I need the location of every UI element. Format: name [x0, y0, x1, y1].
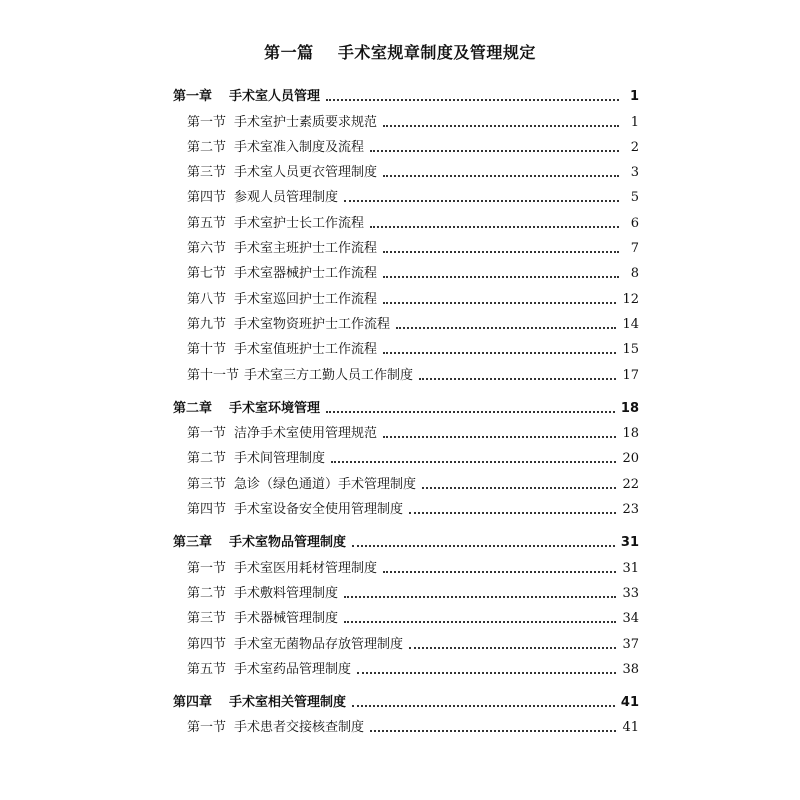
- section-number: 第四节: [187, 190, 227, 206]
- dot-leader: [326, 99, 619, 101]
- section-name: 手术间管理制度: [234, 451, 326, 467]
- toc-section-row[interactable]: [173, 308, 639, 333]
- chapter-4: [173, 686, 639, 737]
- dot-leader: [383, 125, 619, 127]
- dot-leader: [352, 545, 615, 547]
- toc-section-row[interactable]: [173, 333, 639, 358]
- dot-leader: [352, 705, 615, 707]
- section-name: 手术室医用耗材管理制度: [234, 560, 378, 576]
- dot-leader: [383, 436, 616, 438]
- dot-leader: [331, 461, 616, 463]
- part-title: 第一篇 手术室规章制度及管理规定: [264, 43, 536, 62]
- dot-leader: [383, 571, 616, 573]
- page-number: 22: [622, 476, 639, 492]
- page-number: 6: [630, 215, 639, 231]
- section-number: 第七节: [187, 266, 227, 282]
- page-number: 41: [622, 720, 639, 736]
- section-name: 手术室准入制度及流程: [234, 139, 365, 155]
- section-number: 第一节: [187, 560, 227, 576]
- chapter-number: 第二章: [173, 400, 213, 416]
- page-number: 18: [622, 426, 639, 442]
- chapter-2: [173, 392, 639, 518]
- chapter-name: 手术室人员管理: [229, 89, 321, 105]
- toc-section-row[interactable]: [173, 257, 639, 282]
- toc-section-row[interactable]: [173, 181, 639, 206]
- section-number: 第四节: [187, 502, 227, 518]
- section-number: 第五节: [187, 661, 227, 677]
- page-number: 3: [630, 165, 639, 181]
- page-number: 31: [620, 535, 639, 551]
- dot-leader: [370, 150, 619, 152]
- page-number: 33: [622, 585, 639, 601]
- toc-chapter-row[interactable]: [173, 686, 639, 711]
- section-number: 第三节: [187, 476, 227, 492]
- toc-section-row[interactable]: [173, 551, 639, 576]
- chapter-1: [173, 80, 639, 384]
- page-number: 5: [630, 190, 639, 206]
- page-number: 17: [622, 367, 639, 383]
- dot-leader: [383, 175, 619, 177]
- section-number: 第四节: [187, 636, 227, 652]
- toc-section-row[interactable]: [173, 417, 639, 442]
- toc-section-row[interactable]: [173, 442, 639, 467]
- chapter-number: 第四章: [173, 695, 213, 711]
- dot-leader: [422, 487, 616, 489]
- dot-leader: [370, 730, 616, 732]
- page-number: 8: [630, 266, 639, 282]
- dot-leader: [409, 647, 616, 649]
- dot-leader: [383, 352, 616, 354]
- section-name: 手术室巡回护士工作流程: [234, 291, 378, 307]
- page-number: 31: [622, 560, 639, 576]
- section-name: 手术室物资班护士工作流程: [234, 316, 391, 332]
- section-name: 手术室值班护士工作流程: [234, 342, 378, 358]
- toc-section-row[interactable]: [173, 602, 639, 627]
- section-number: 第二节: [187, 451, 227, 467]
- page-number: 34: [622, 611, 639, 627]
- dot-leader: [370, 226, 619, 228]
- section-name: 手术室药品管理制度: [234, 661, 352, 677]
- toc-chapter-row[interactable]: [173, 526, 639, 551]
- section-name: 手术患者交接核查制度: [234, 720, 365, 736]
- page-number: 1: [629, 89, 639, 105]
- page-number: 41: [620, 695, 639, 711]
- page-number: 15: [622, 342, 639, 358]
- section-number: 第一节: [187, 720, 227, 736]
- dot-leader: [383, 251, 619, 253]
- chapter-number: 第一章: [173, 89, 213, 105]
- toc-section-row[interactable]: [173, 627, 639, 652]
- section-number: 第十节: [187, 342, 227, 358]
- section-name: 参观人员管理制度: [234, 190, 339, 206]
- page-number: 23: [622, 502, 639, 518]
- page-number: 37: [622, 636, 639, 652]
- toc-section-row[interactable]: [173, 358, 639, 383]
- toc-section-row[interactable]: [173, 493, 639, 518]
- toc-section-row[interactable]: [173, 232, 639, 257]
- section-number: 第二节: [187, 585, 227, 601]
- dot-leader: [383, 302, 616, 304]
- toc-section-row[interactable]: [173, 131, 639, 156]
- section-name: 手术室护士长工作流程: [234, 215, 365, 231]
- section-name: 急诊（绿色通道）手术管理制度: [234, 476, 417, 492]
- dot-leader: [344, 200, 619, 202]
- dot-leader: [383, 276, 619, 278]
- chapter-name: 手术室物品管理制度: [229, 535, 347, 551]
- dot-leader: [396, 327, 616, 329]
- section-number: 第五节: [187, 215, 227, 231]
- toc-section-row[interactable]: [173, 711, 639, 736]
- toc-section-row[interactable]: [173, 206, 639, 231]
- section-name: 手术室器械护士工作流程: [234, 266, 378, 282]
- toc-section-row[interactable]: [173, 282, 639, 307]
- dot-leader: [326, 411, 615, 413]
- dot-leader: [419, 378, 616, 380]
- toc-chapter-row[interactable]: [173, 392, 639, 417]
- page-number: 7: [630, 241, 639, 257]
- dot-leader: [344, 596, 616, 598]
- section-name: 手术室护士素质要求规范: [234, 114, 378, 130]
- toc-section-row[interactable]: [173, 653, 639, 678]
- section-number: 第九节: [187, 316, 227, 332]
- page-number: 1: [630, 114, 639, 130]
- section-name: 手术敷料管理制度: [234, 585, 339, 601]
- toc-section-row[interactable]: [173, 105, 639, 130]
- page-number: 18: [620, 400, 639, 416]
- section-number: 第六节: [187, 241, 227, 257]
- section-number: 第一节: [187, 426, 227, 442]
- table-of-contents: [173, 80, 639, 736]
- dot-leader: [344, 621, 616, 623]
- chapter-number: 第三章: [173, 535, 213, 551]
- section-name: 手术室设备安全使用管理制度: [234, 502, 404, 518]
- section-name: 手术室三方工勤人员工作制度: [244, 367, 414, 383]
- section-number: 第三节: [187, 611, 227, 627]
- toc-section-row[interactable]: [173, 156, 639, 181]
- toc-section-row[interactable]: [173, 577, 639, 602]
- toc-chapter-row[interactable]: [173, 80, 639, 105]
- chapter-name: 手术室相关管理制度: [229, 695, 347, 711]
- toc-section-row[interactable]: [173, 467, 639, 492]
- dot-leader: [357, 672, 616, 674]
- page-number: 12: [622, 291, 639, 307]
- section-name: 手术器械管理制度: [234, 611, 339, 627]
- section-name: 手术室主班护士工作流程: [234, 241, 378, 257]
- section-number: 第三节: [187, 165, 227, 181]
- chapter-3: [173, 526, 639, 678]
- section-number: 第一节: [187, 114, 227, 130]
- page-number: 14: [622, 316, 639, 332]
- section-number: 第二节: [187, 139, 227, 155]
- section-name: 洁净手术室使用管理规范: [234, 426, 378, 442]
- dot-leader: [409, 512, 616, 514]
- page-number: 2: [630, 139, 639, 155]
- section-number: 第八节: [187, 291, 227, 307]
- page-number: 38: [622, 661, 639, 677]
- page-number: 20: [622, 451, 639, 467]
- section-name: 手术室无菌物品存放管理制度: [234, 636, 404, 652]
- section-name: 手术室人员更衣管理制度: [234, 165, 378, 181]
- section-number: 第十一节: [187, 367, 240, 383]
- chapter-name: 手术室环境管理: [229, 400, 321, 416]
